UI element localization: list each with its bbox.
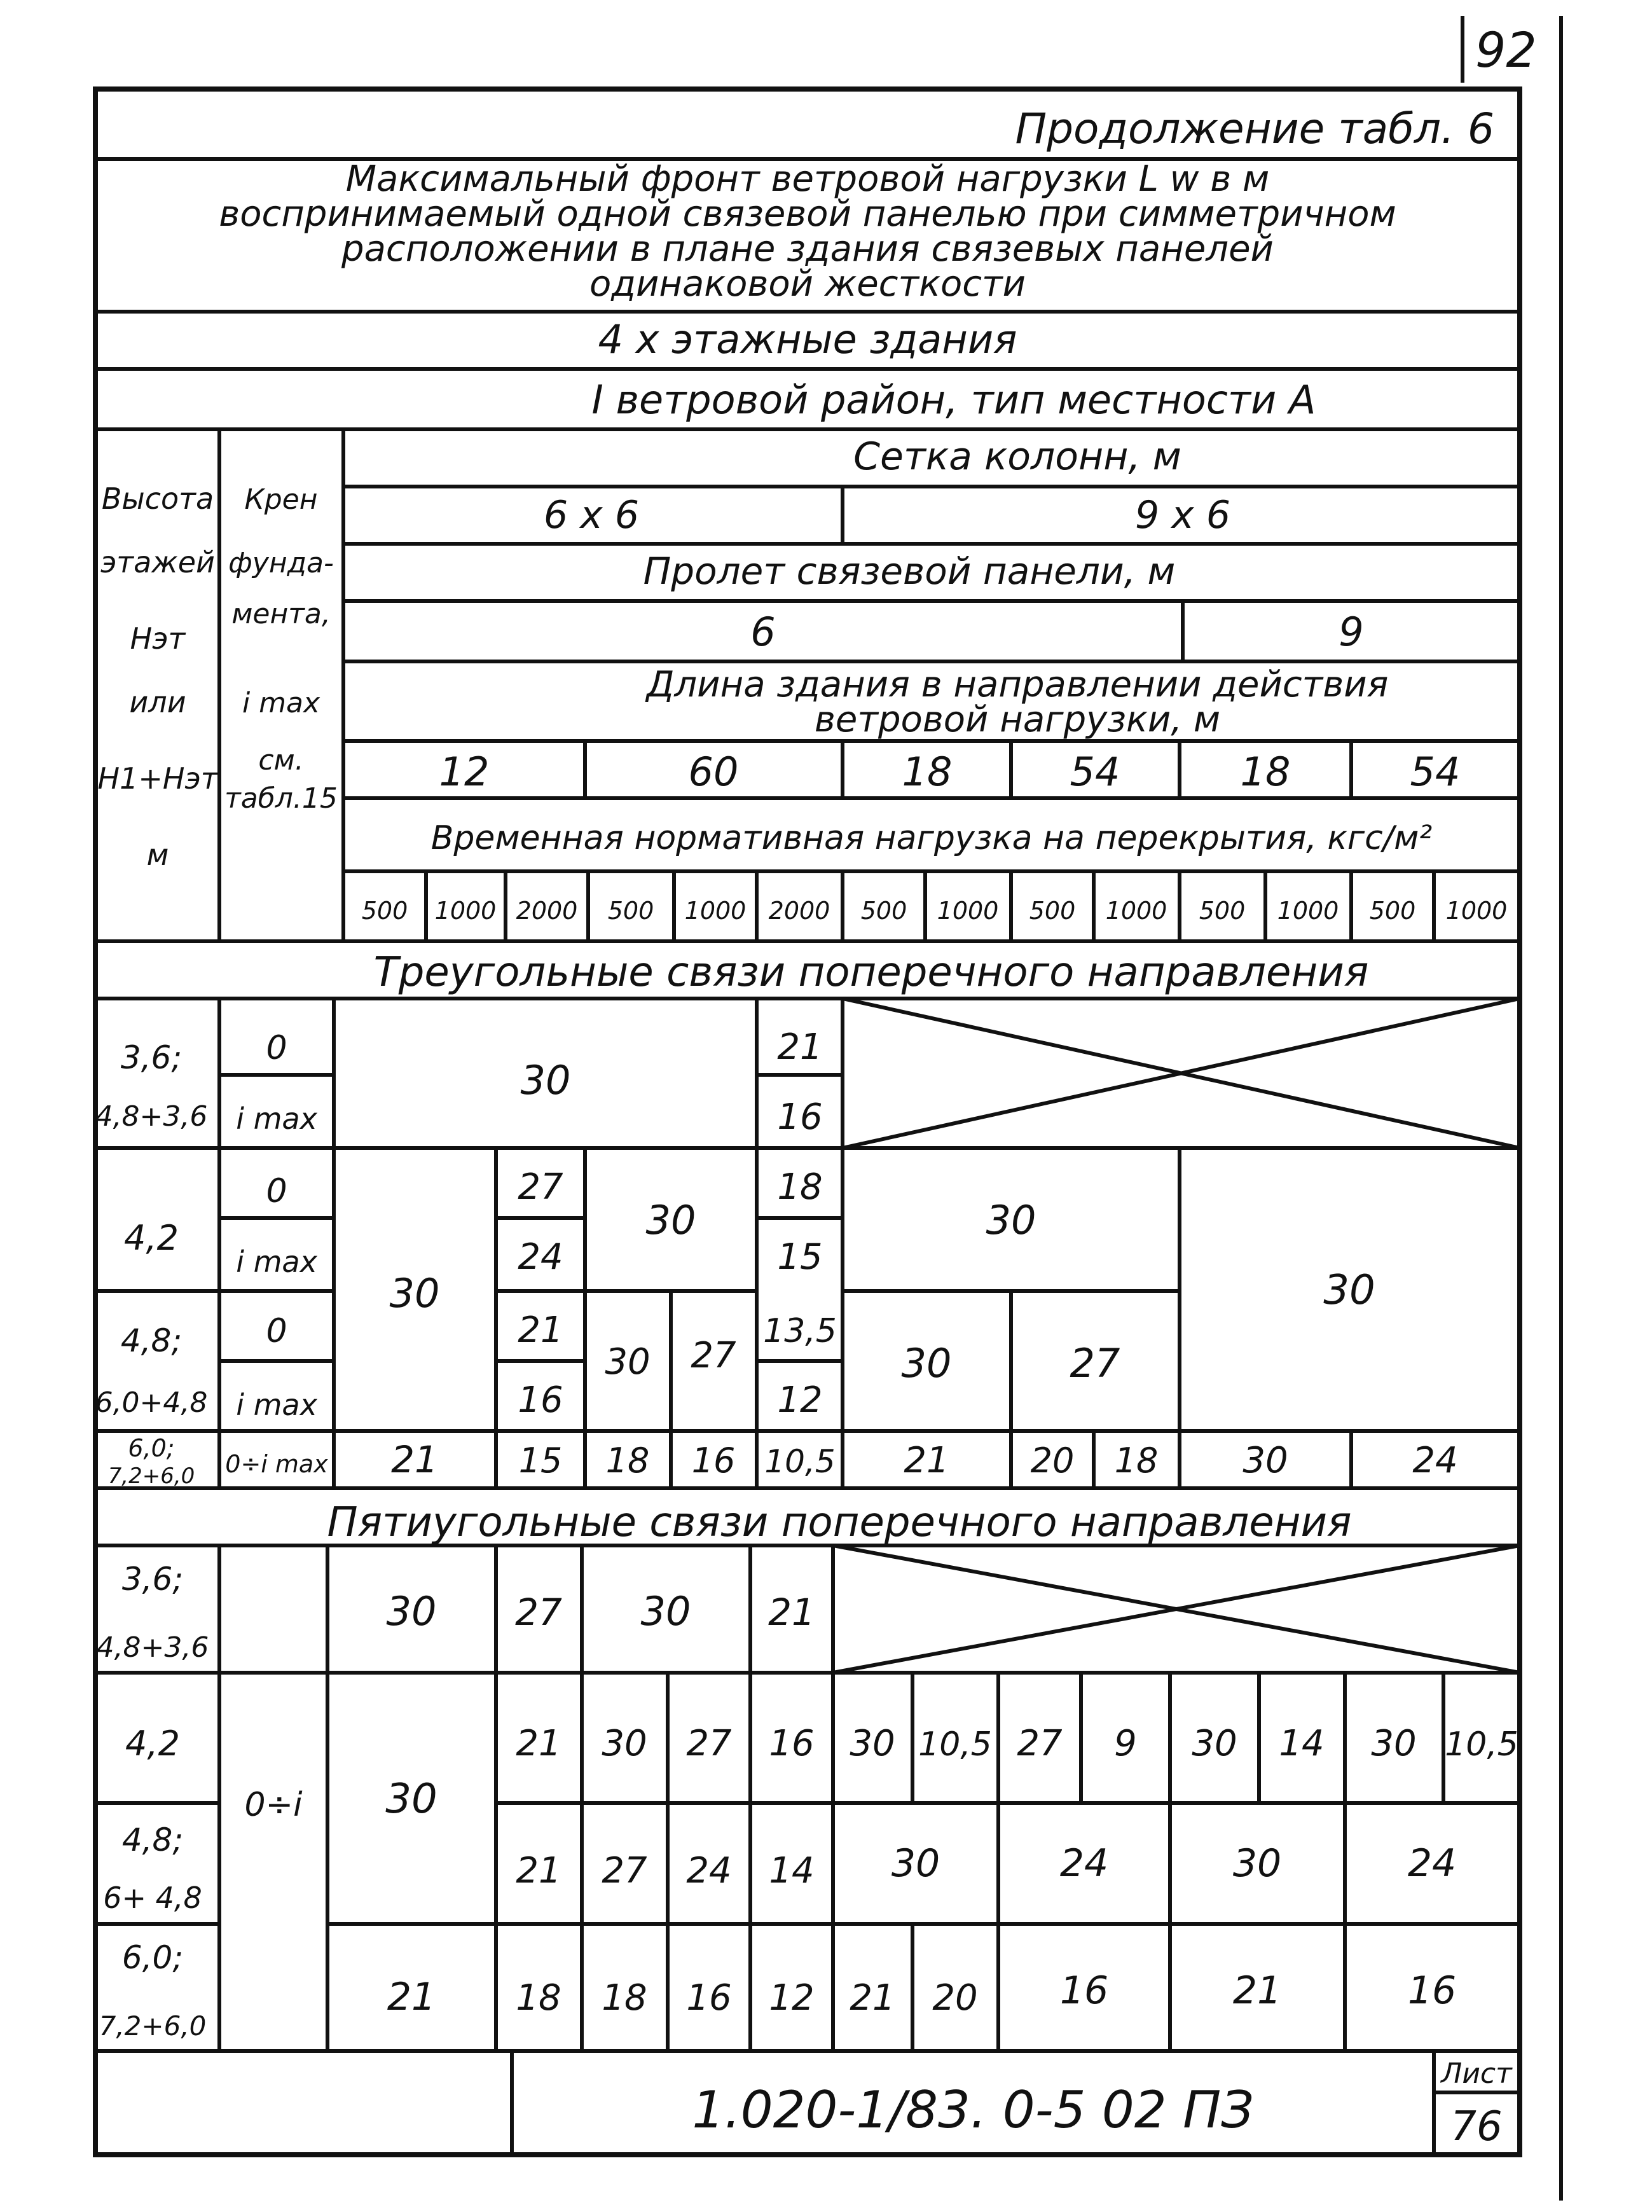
svg-text:10,5: 10,5 [1445,1725,1518,1764]
svg-text:10,5: 10,5 [918,1725,992,1764]
svg-text:0: 0 [266,1172,287,1210]
span-label: Пролет связевой панели, м [643,550,1176,593]
svg-text:30: 30 [645,1197,696,1243]
svg-text:6,0+4,8: 6,0+4,8 [95,1386,208,1419]
title-line-2: воспринимаемый одной связевой панелью при симметричном [219,193,1396,235]
svg-text:1000: 1000 [1445,897,1508,925]
svg-text:27: 27 [518,1166,563,1208]
svg-text:4,8+3,6: 4,8+3,6 [95,1100,208,1133]
svg-text:30: 30 [640,1588,691,1635]
svg-text:2000: 2000 [516,897,578,925]
title-line-4: одинаковой жесткости [589,263,1026,305]
continuation-label: Продолжение табл. 6 [1015,104,1494,153]
svg-text:0: 0 [266,1029,287,1067]
svg-text:4,8;: 4,8; [121,1821,184,1858]
triangular-section-title: Треугольные связи поперечного направления [373,949,1369,996]
svg-text:21: 21 [387,1975,436,2019]
svg-text:500: 500 [860,897,907,925]
svg-text:500: 500 [607,897,654,925]
svg-text:16: 16 [518,1379,563,1421]
svg-text:16: 16 [686,1977,732,2019]
svg-text:3,6;: 3,6; [120,1039,182,1076]
svg-text:30: 30 [850,1723,895,1764]
svg-text:30: 30 [901,1340,952,1386]
svg-text:60: 60 [688,749,739,795]
svg-text:2000: 2000 [768,897,830,925]
svg-text:1000: 1000 [937,897,999,925]
svg-text:i max: i max [242,687,320,719]
svg-text:18: 18 [605,1441,650,1481]
svg-text:15: 15 [777,1236,823,1278]
svg-text:54: 54 [1410,749,1461,795]
svg-text:20: 20 [1030,1441,1075,1481]
svg-text:18: 18 [777,1166,823,1208]
tilt-column-header [224,483,338,815]
svg-text:21: 21 [518,1310,563,1351]
svg-text:18: 18 [902,749,953,795]
span-value-9: 9 [1339,609,1364,655]
svg-text:500: 500 [1369,897,1416,925]
svg-text:6,0;: 6,0; [128,1434,175,1462]
svg-text:1000: 1000 [1105,897,1167,925]
svg-text:1000: 1000 [434,897,497,925]
svg-text:Н1+Нэт: Н1+Нэт [97,761,218,796]
pentagonal-section-title: Пятиугольные связи поперечного направления [327,1499,1352,1546]
svg-text:30: 30 [385,1776,437,1823]
page-number: 92 [1475,22,1537,78]
svg-text:500: 500 [361,897,408,925]
svg-text:10,5: 10,5 [764,1443,836,1480]
svg-text:м: м [146,838,169,872]
svg-text:30: 30 [389,1270,440,1317]
svg-text:0÷i max: 0÷i max [225,1450,328,1478]
svg-text:или: или [129,685,186,719]
svg-text:12: 12 [777,1379,823,1421]
svg-text:9: 9 [1114,1723,1137,1764]
svg-text:13,5: 13,5 [763,1312,837,1350]
triangular-values [390,1027,1458,1481]
sheet-number: 76 [1450,2103,1503,2150]
svg-text:7,2+6,0: 7,2+6,0 [107,1463,195,1489]
svg-text:27: 27 [691,1335,736,1376]
triangular-height-labels [95,1039,208,1489]
svg-text:i max: i max [236,1245,317,1279]
svg-text:16: 16 [777,1096,823,1138]
svg-text:20: 20 [932,1977,978,2019]
svg-text:21: 21 [904,1440,949,1481]
pentagonal-tilt-label: 0÷i [244,1786,303,1824]
svg-text:18: 18 [602,1977,647,2019]
svg-text:Крен: Крен [244,483,318,516]
svg-text:24: 24 [1407,1841,1457,1886]
svg-text:6+ 4,8: 6+ 4,8 [103,1881,202,1915]
svg-text:21: 21 [777,1027,823,1068]
svg-text:21: 21 [516,1850,561,1891]
length-label-1: Длина здания в направлении действия [646,664,1389,705]
svg-text:4,2: 4,2 [125,1724,180,1764]
svg-text:54: 54 [1070,749,1120,795]
svg-text:30: 30 [386,1588,437,1635]
svg-text:i max: i max [236,1102,317,1136]
svg-text:30: 30 [1232,1841,1282,1886]
document-code: 1.020-1/83. 0-5 02 ПЗ [692,2080,1254,2139]
svg-text:27: 27 [686,1723,732,1764]
svg-text:15: 15 [518,1441,563,1481]
length-values [439,749,1461,795]
height-column-header [97,481,218,872]
svg-text:30: 30 [520,1057,571,1103]
svg-text:30: 30 [1371,1723,1417,1764]
svg-text:27: 27 [1070,1340,1120,1386]
svg-text:16: 16 [1059,1968,1109,2013]
svg-text:4,2: 4,2 [124,1218,179,1258]
svg-text:27: 27 [515,1591,562,1634]
svg-text:18: 18 [516,1977,561,2019]
svg-text:7,2+6,0: 7,2+6,0 [99,2010,207,2042]
svg-text:18: 18 [1114,1441,1159,1481]
svg-text:14: 14 [769,1850,815,1891]
svg-text:16: 16 [769,1723,815,1764]
svg-text:21: 21 [1232,1968,1282,2013]
svg-text:см.: см. [258,744,304,777]
length-label-2: ветровой нагрузки, м [814,699,1221,740]
svg-text:21: 21 [850,1977,895,2019]
svg-text:30: 30 [891,1841,940,1886]
svg-text:этажей: этажей [100,545,215,579]
svg-text:14: 14 [1279,1723,1325,1764]
region-label: I ветровой район, тип местности А [591,377,1316,423]
svg-text:i max: i max [236,1388,317,1422]
svg-text:24: 24 [1412,1440,1458,1481]
grid-value-6x6: 6 х 6 [544,493,639,537]
svg-text:500: 500 [1029,897,1076,925]
svg-text:21: 21 [516,1723,561,1764]
title-line-3: расположении в плане здания связевых панелей [341,228,1274,270]
svg-text:21: 21 [768,1591,815,1634]
load-values [362,897,1508,925]
svg-text:27: 27 [1017,1723,1063,1764]
svg-text:21: 21 [391,1438,438,1481]
svg-text:Нэт: Нэт [130,621,186,656]
svg-text:1000: 1000 [684,897,747,925]
svg-text:4,8+3,6: 4,8+3,6 [96,1631,209,1664]
svg-text:30: 30 [602,1723,647,1764]
svg-text:30: 30 [1242,1440,1288,1481]
svg-text:12: 12 [439,749,490,795]
svg-text:4,8;: 4,8; [120,1322,182,1359]
svg-text:30: 30 [1323,1267,1375,1314]
svg-text:1000: 1000 [1277,897,1339,925]
sheet-label: Лист [1441,2057,1512,2090]
svg-text:табл.15: табл.15 [224,782,338,815]
svg-text:6,0;: 6,0; [121,1939,184,1976]
svg-text:0: 0 [266,1312,287,1350]
svg-text:30: 30 [1192,1723,1237,1764]
svg-text:мента,: мента, [231,598,331,630]
svg-text:27: 27 [602,1850,647,1891]
svg-text:24: 24 [518,1236,563,1278]
svg-text:24: 24 [686,1850,732,1891]
storeys-label: 4 х этажные здания [598,316,1017,363]
grid-value-9x6: 9 х 6 [1135,493,1230,537]
grid-label: Сетка колонн, м [853,434,1181,479]
svg-text:30: 30 [605,1341,650,1383]
svg-text:18: 18 [1240,749,1291,795]
svg-text:500: 500 [1199,897,1246,925]
svg-text:3,6;: 3,6; [121,1561,184,1598]
title-line-1: Максимальный фронт ветровой нагрузки L w в м [345,158,1270,200]
triangular-tilt-labels [225,1029,328,1478]
svg-text:Высота: Высота [101,481,214,516]
svg-text:12: 12 [769,1977,815,2019]
svg-text:24: 24 [1059,1841,1109,1886]
svg-text:16: 16 [691,1441,736,1481]
svg-text:30: 30 [986,1197,1036,1243]
span-value-6: 6 [750,609,776,655]
svg-text:фунда-: фунда- [228,547,334,579]
load-label: Временная нормативная нагрузка на перекрытия, кгс/м² [430,819,1433,857]
svg-text:16: 16 [1407,1968,1457,2013]
